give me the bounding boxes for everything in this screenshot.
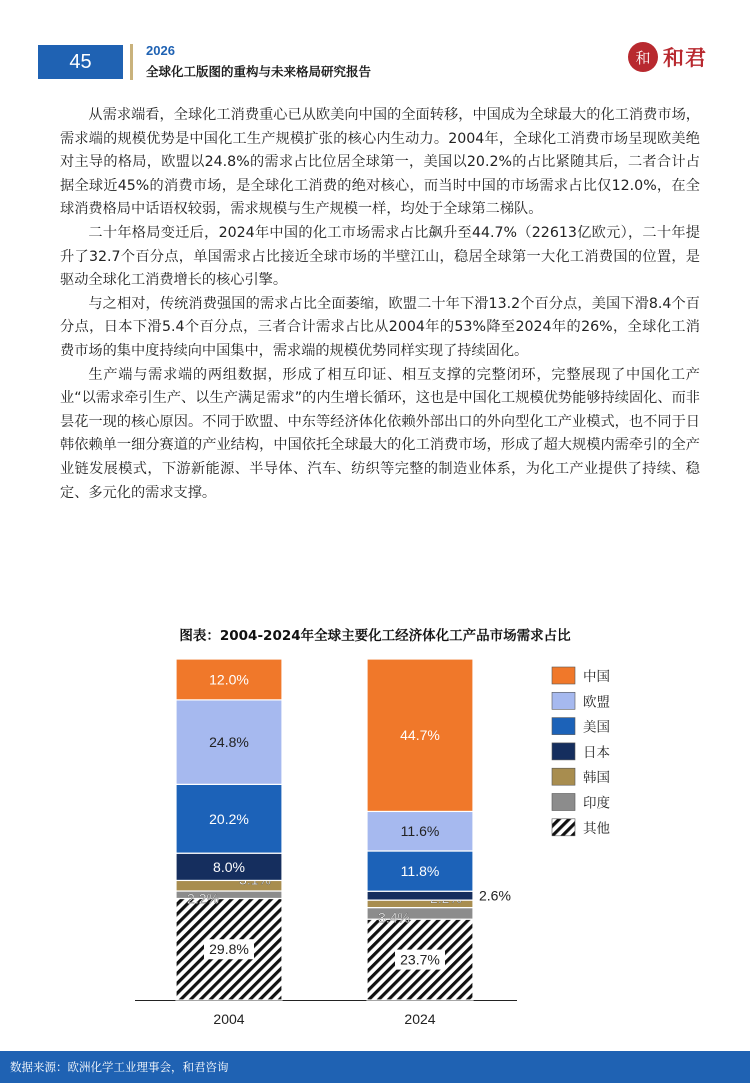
paragraph: 二十年格局变迁后，2024年中国的化工市场需求占比飙升至44.7%（22613亿欧元），二十年提升了32.7个百分点，单国需求占比接近全球市场的半壁江山，稳居全球第一大化工消费国的位置，是驱动全球化工消费增长的核心引擎。 [60,224,700,289]
legend-swatch-5 [552,794,575,811]
legend-label-3: 日本 [583,744,610,761]
data-label-2024-1: 3.4% [378,909,410,926]
paragraph: 从需求端看，全球化工消费重心已从欧美向中国的全面转移，中国成为全球最大的化工消费市场，需求端的规模优势是中国化工生产规模扩张的核心内生动力。2004年，全球化工消费市场呈现欧美绝对主导的格局，欧盟以24.8%的需求占比位居全球第一，美国以20.2%的占比紧随其后，二者合计占据全球近45%的消费市场，是全球化工消费的绝对核心，而当时中国的市场需求占比仅12.0%，在全球消费格局中话语权较弱，需求规模与生产规模一样，均处于全球第二梯队。 [60,107,700,218]
page-number: 45 [38,45,123,79]
data-label-2004-4: 20.2% [209,810,249,827]
data-label-2004-6: 12.0% [209,671,249,688]
legend-label-6: 其他 [583,820,610,837]
legend-label-1: 欧盟 [583,694,610,711]
paragraph: 与之相对，传统消费强国的需求占比全面萎缩，欧盟二十年下滑13.2个百分点，美国下滑8.4个百分点，日本下滑5.4个百分点，三者合计需求占比从2004年的53%降至2024年的26%，全球化工消费市场的集中度持续向中国集中，需求端的规模优势同样实现了持续固化。 [60,295,700,359]
data-label-2004-5: 24.8% [209,734,249,751]
logo-seal-icon: 和 [628,42,658,72]
x-tick-label-2024: 2024 [404,1011,436,1027]
legend-label-0: 中国 [583,669,610,685]
data-label-2004-1: 2.2% [187,890,219,907]
legend-swatch-2 [552,718,575,735]
data-label-2024-0: 23.7% [400,951,440,968]
bar-segment-2024-3 [367,891,473,900]
data-label-2024-3: 2.6% [479,887,511,904]
data-label-2024-5: 11.6% [400,823,440,840]
data-label-2004-0: 29.8% [209,941,249,958]
legend-label-5: 印度 [583,795,610,812]
legend-swatch-4 [552,768,575,785]
report-year: 2026 [146,43,175,58]
paragraph: 生产端与需求端的两组数据，形成了相互印证、相互支撑的完整闭环，完整展现了中国化工产业“以需求牵引生产、以生产满足需求”的内生增长循环，这也是中国化工规模优势能够持续固化、而非昙花一现的核心原因。不同于欧盟、中东等经济体化依赖外部出口的外向型化工产业模式，也不同于日韩依赖单一细分赛道的产业结构，中国依托全球最大的化工消费市场，形成了超大规模内需牵引的全产业链发展模式，下游新能源、半导体、汽车、纺织等完整的制造业体系，为化工产业提供了持续、稳定、多元化的需求支撑。 [60,366,700,501]
legend-swatch-6 [552,819,575,836]
data-label-2004-3: 8.0% [213,858,245,875]
data-source: 数据来源：欧洲化学工业理事会，和君咨询 [0,1051,750,1083]
legend-label-4: 韩国 [583,770,610,787]
legend-swatch-0 [552,667,575,684]
x-tick-label-2004: 2004 [213,1011,245,1027]
legend-label-2: 美国 [583,719,610,736]
data-label-2024-6: 44.7% [400,727,440,744]
report-title: 全球化工版图的重构与未来格局研究报告 [146,64,372,79]
data-label-2024-4: 11.8% [400,863,440,880]
logo-text: 和君 [663,45,707,70]
figure-title: 图表：2004-2024年全球主要化工经济体化工产品市场需求占比 [179,628,571,644]
legend-swatch-3 [552,743,575,760]
legend-swatch-1 [552,692,575,709]
